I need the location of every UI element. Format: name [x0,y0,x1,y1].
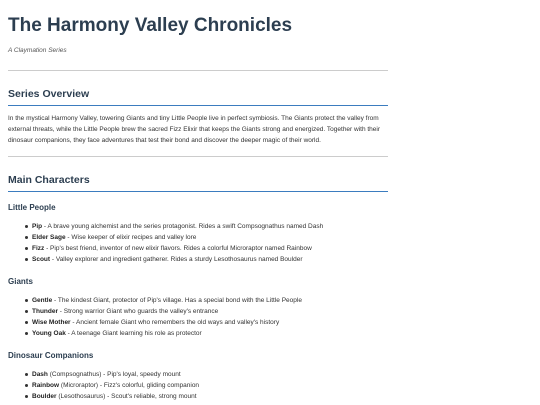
character-description: (Microraptor) - Fizz's colorful, gliding companion [59,382,200,389]
character-description: (Compsognathus) - Pip's loyal, speedy mount [47,371,181,378]
divider [8,156,388,157]
character-description: - Valley explorer and ingredient gatherer. Rides a sturdy Lesothosaurus named Boulder [50,256,303,263]
character-description: - A brave young alchemist and the series protagonist. Rides a swift Compsognathus named Dash [42,223,324,230]
character-name: Young Oak [32,330,66,337]
group-heading-dinosaur-companions: Dinosaur Companions [8,351,94,360]
character-name: Boulder [32,393,57,400]
character-description: - Wise keeper of elixir recipes and valley lore [65,234,197,241]
bullet-icon [25,258,28,261]
list-item [8,232,388,243]
overview-paragraph: In the mystical Harmony Valley, towering Giants and tiny Little People live in perfect symbiosis. The Giants protect the valley from external threats, while the Little People brew the sacred Fizz Elixir that keeps the Giants strong and energized. Together with their dinosaur companions, they face adventures that test their bond and discover the deeper magic of their world. [8,115,381,144]
character-name: Gentle [32,297,53,304]
list-item [8,254,388,265]
character-description: - Ancient female Giant who remembers the old ways and valley's history [70,319,280,326]
character-name: Elder Sage [32,234,66,241]
character-description: - The kindest Giant, protector of Pip's village. Has a special bond with the Little People [52,297,302,304]
character-description: (Lesothosaurus) - Scout's reliable, strong mount [56,393,197,400]
character-name: Scout [32,256,51,263]
list-item [8,306,388,317]
bullet-icon [25,332,28,335]
page-title: The Harmony Valley Chronicles [8,15,293,36]
character-name: Wise Mother [32,319,71,326]
character-name: Fizz [32,245,45,252]
bullet-icon [25,321,28,324]
character-list-dinosaurs [8,369,388,402]
page-subtitle: A Claymation Series [8,47,67,54]
character-name: Rainbow [32,382,60,389]
character-description: - A teenage Giant learning his role as protector [65,330,202,337]
bullet-icon [25,373,28,376]
list-item [8,391,388,402]
character-list-giants [8,295,388,339]
bullet-icon [25,384,28,387]
list-item [8,317,388,328]
character-description: - Strong warrior Giant who guards the valley's entrance [58,308,219,315]
character-name: Dash [32,371,48,378]
section-heading-characters: Main Characters [8,173,388,192]
document-content [8,14,388,402]
list-item [8,243,388,254]
divider [8,70,388,71]
character-description: - Pip's best friend, inventor of new elixir flavors. Rides a colorful Microraptor named Rainbow [44,245,312,252]
bullet-icon [25,395,28,398]
character-list-little-people [8,221,388,265]
bullet-icon [25,310,28,313]
list-item [8,369,388,380]
section-heading-overview: Series Overview [8,87,388,106]
group-heading-little-people: Little People [8,203,56,212]
character-name: Thunder [32,308,58,315]
list-item [8,221,388,232]
bullet-icon [25,247,28,250]
list-item [8,295,388,306]
list-item [8,380,388,391]
bullet-icon [25,225,28,228]
group-heading-giants: Giants [8,277,33,286]
character-name: Pip [32,223,43,230]
list-item [8,328,388,339]
bullet-icon [25,236,28,239]
bullet-icon [25,299,28,302]
